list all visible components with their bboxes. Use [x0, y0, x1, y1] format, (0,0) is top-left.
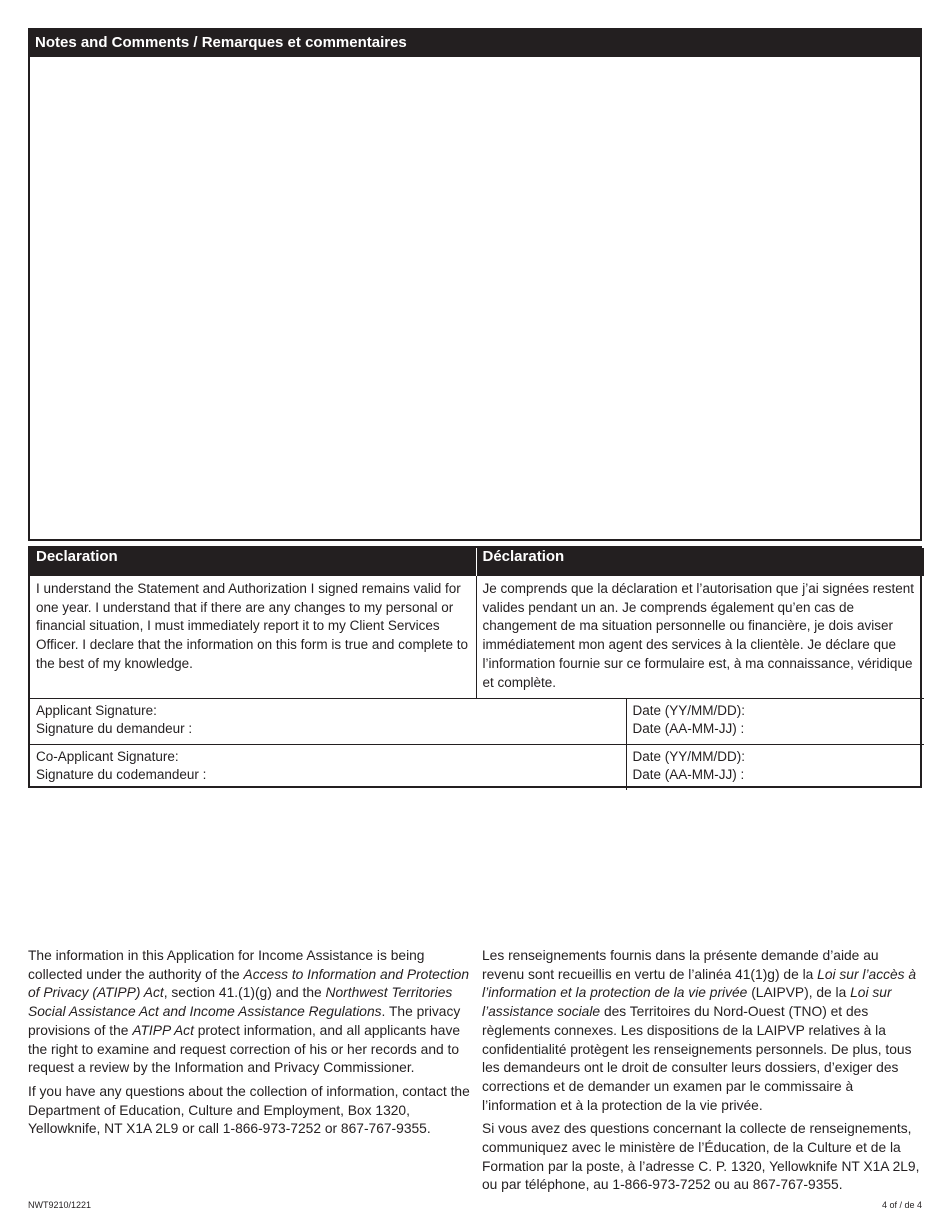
coapplicant-date-field[interactable] [626, 744, 924, 790]
privacy-en-text: The information in this Application for Income Assistance is being collected under the authority of the [28, 948, 425, 982]
form-code: NWT9210/1221 [28, 1200, 92, 1210]
notes-header: Notes and Comments / Remarques et commentaires [29, 29, 921, 57]
privacy-fr-paragraph-1 [482, 947, 922, 1115]
declaration-section [28, 546, 922, 788]
coapplicant-signature-label-en: Co-Applicant Signature: [36, 748, 179, 764]
declaration-text-en: I understand the Statement and Authorization I signed remains valid for one year. I understand that if there are any changes to my personal or financial situation, I must immediately report it to my Client Services Officer. I declare that the information on this form is true and complete to the best of my knowledge. [36, 581, 468, 671]
privacy-en-paragraph-2: If you have any questions about the collection of information, contact the Department of Education, Culture and Employment, Box 1320, Yellowknife, NT X1A 2L9 or call 1-866-973-7252 or 867-767-9355. [28, 1083, 470, 1137]
privacy-en-act-atipp-short: ATIPP Act [132, 1022, 194, 1038]
page-number: 4 of / de 4 [881, 1200, 922, 1210]
coapplicant-signature-row [30, 744, 924, 790]
declaration-text-fr: Je comprends que la déclaration et l’autorisation que j’ai signées restent valides pendant un an. Je comprends également qu’en cas de changement de ma situation personnelle ou financière, je dois aviser immédiatement mon agent des services à la clientèle. Je déclare que l’information fournie sur ce formulaire est, à ma connaissance, véridique et complète. [476, 576, 924, 698]
applicant-signature-row [30, 698, 924, 744]
privacy-fr-text: Les renseignements fournis dans la présente demande d’aide au revenu sont recueillis en vertu de l’alinéa 41(1)g) de la [482, 948, 879, 982]
coapplicant-signature-label-fr: Signature du codemandeur : [36, 767, 207, 782]
privacy-en-text: , section 41.(1)(g) and the [163, 985, 326, 1001]
applicant-date-field[interactable] [626, 698, 924, 744]
coapplicant-date-label-fr: Date (AA-MM-JJ) : [632, 767, 745, 782]
privacy-notice-fr [482, 947, 922, 1200]
privacy-fr-text: des Territoires du Nord-Ouest (TNO) et des règlements connexes. Les dispositions de la LAIPVP relatives à la confidentialité protègent les renseignements personnels. De plus, tous les demandeurs ont le droit de consulter leurs dossiers, d’exiger des corrections et de demander un examen par le commissaire à l’information et à la protection de la vie privée. [482, 1004, 912, 1113]
privacy-fr-act-assistance-sociale: Loi sur l’assistance sociale [482, 985, 892, 1020]
privacy-en-act-atipp: Access to Information and Protection of Privacy (ATIPP) Act [28, 966, 469, 1001]
privacy-fr-paragraph-2: Si vous avez des questions concernant la collecte de renseignements, communiquez avec le ministère de l’Éducation, de la Culture et de la Formation par la poste, à l’adresse C. P. 1320, Yellowknife NT X1A 2L9, ou par téléphone, au 1-866-973-7252 ou au 867-767-9355. [482, 1121, 920, 1193]
notes-textarea[interactable] [30, 57, 920, 538]
coapplicant-date-label-en: Date (YY/MM/DD): [632, 748, 746, 764]
privacy-notice-en [28, 947, 470, 1144]
coapplicant-signature-field[interactable] [30, 744, 626, 790]
declaration-header-en: Declaration [30, 548, 476, 576]
privacy-en-paragraph-1 [28, 947, 470, 1078]
applicant-signature-field[interactable] [30, 698, 626, 744]
declaration-header-fr: Déclaration [476, 548, 924, 576]
privacy-fr-text: (LAIPVP), de la [747, 985, 851, 1001]
notes-section [28, 28, 922, 541]
declaration-table [30, 548, 924, 790]
applicant-date-label-fr: Date (AA-MM-JJ) : [632, 721, 745, 736]
privacy-en-text: protect information, and all applicants have the right to examine and request correction of his or her records and to request a review by the Information and Privacy Commissioner. [28, 1022, 461, 1076]
applicant-signature-label-en: Applicant Signature: [36, 702, 157, 718]
privacy-fr-act-laipvp: Loi sur l’accès à l’information et la protection de la vie privée [482, 966, 917, 1001]
applicant-date-label-en: Date (YY/MM/DD): [632, 702, 746, 718]
applicant-signature-label-fr: Signature du demandeur : [36, 721, 193, 736]
privacy-en-text: . The privacy provisions of the [28, 1004, 461, 1038]
privacy-en-act-social-assistance: Northwest Territories Social Assistance Act and Income Assistance Regulations [28, 985, 453, 1020]
